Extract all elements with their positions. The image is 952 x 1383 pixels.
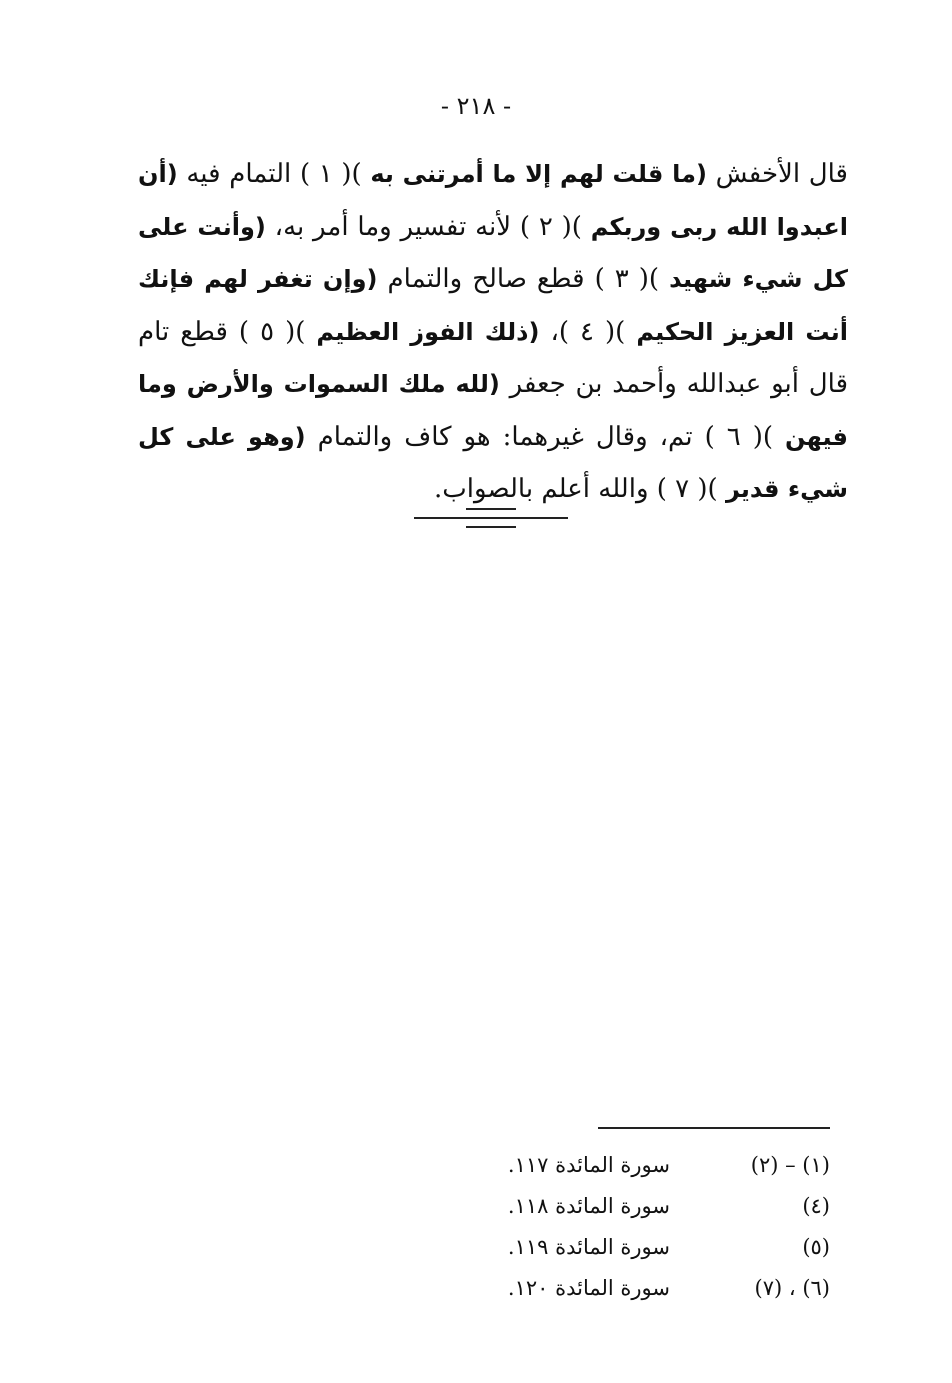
footnote-source: سورة المائدة ١١٩. [507, 1234, 670, 1259]
commentary-text: )( ٧ ) والله أعلم بالصواب. [434, 474, 726, 504]
commentary-text: )( ٢ ) لأنه تفسير وما أمر به، [265, 211, 591, 242]
footnote-ref: (١) – (٢) [750, 1152, 830, 1177]
footnote-source: سورة المائدة ١١٧. [507, 1152, 670, 1177]
footnotes [470, 1144, 830, 1308]
quran-quote: (ذلك الفوز العظيم [316, 317, 540, 346]
footnote-source: سورة المائدة ١٢٠. [507, 1275, 670, 1300]
footnote-ref: (٤) [802, 1193, 830, 1218]
commentary-text: )( ٣ ) قطع صالح والتمام [377, 264, 670, 294]
footnote-ref: (٥) [802, 1234, 830, 1259]
quran-quote: (وأنت على كل شيء شهيد [138, 212, 848, 293]
footnote-item [470, 1144, 830, 1185]
footnote-ref: (٦) ، (٧) [754, 1275, 830, 1300]
section-end-ornament [414, 506, 568, 536]
footnote-item [470, 1185, 830, 1226]
page-number: - ٢١٨ - [440, 92, 512, 120]
quran-quote: (وإن تغفر لهم فإنك أنت العزيز الحكيم [138, 265, 848, 346]
commentary-text: )( ٤ )، [539, 316, 637, 347]
footnote-source: سورة المائدة ١١٨. [507, 1193, 670, 1218]
footnote-item [470, 1267, 830, 1308]
commentary-text: قال الأخفش [706, 159, 848, 189]
main-paragraph [138, 148, 848, 516]
quran-quote: (ما قلت لهم إلا ما أمرتنى به [370, 160, 707, 188]
quran-quote: (لله ملك السموات والأرض وما فيهن [138, 370, 848, 451]
footnote-separator [598, 1127, 830, 1129]
commentary-text: )( ٥ ) قطع تام قال أبو عبدالله وأحمد بن جعفر [138, 316, 848, 399]
commentary-text: )( ١ ) التمام فيه [177, 159, 371, 189]
quran-quote: (وهو على كل شيء قدير [138, 422, 848, 503]
footnote-item [470, 1226, 830, 1267]
commentary-text: )( ٦ ) تم، وقال غيرهما: هو كاف والتمام [305, 421, 786, 452]
quran-quote: (أن اعبدوا الله ربى وربكم [138, 160, 848, 241]
